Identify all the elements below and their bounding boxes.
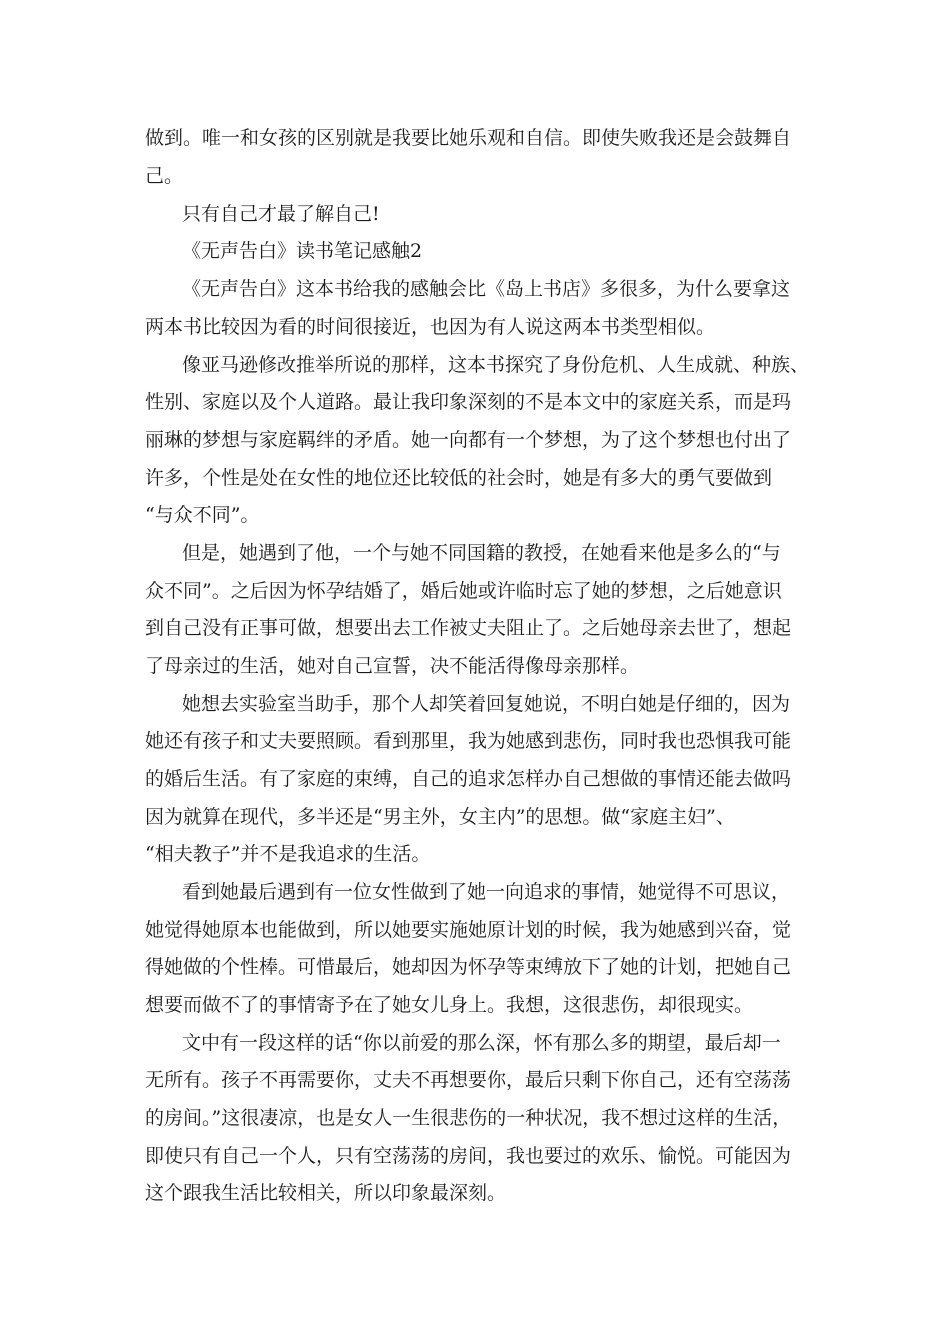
text-line: 众不同”。之后因为怀孕结婚了，婚后她或许临时忘了她的梦想，之后她意识 (145, 580, 782, 602)
text-line: 但是，她遇到了他，一个与她不同国籍的教授，在她看来他是多么的“与 (182, 542, 781, 564)
text-line: 看到她最后遇到有一位女性做到了她一向追求的事情，她觉得不可思议， (182, 881, 791, 903)
text-line: 像亚马逊修改推举所说的那样，这本书探究了身份危机、人生成就、种族、 (182, 354, 810, 376)
text-line: 的房间。”这很凄凉，也是女人一生很悲伤的一种状况，我不想过这样的生活， (145, 1107, 792, 1129)
text-line: 她觉得她原本也能做到，所以她要实施她原计划的时候，我为她感到兴奋，觉 (145, 919, 792, 941)
text-line: 《无声告白》这本书给我的感触会比《岛上书店》多很多，为什么要拿这 (182, 278, 791, 300)
text-line: 得她做的个性棒。可惜最后，她却因为怀孕等束缚放下了她的计划，把她自己 (145, 956, 792, 978)
text-line: 只有自己才最了解自己! (182, 203, 380, 225)
text-line: 想要而做不了的事情寄予在了她女儿身上。我想，这很悲伤，却很现实。 (145, 994, 754, 1016)
section-title: 《无声告白》读书笔记感触2 (182, 240, 423, 262)
text-line: 两本书比较因为看的时间很接近，也因为有人说这两本书类型相似。 (145, 316, 716, 338)
text-line: 她还有孩子和丈夫要照顾。看到那里，我为她感到悲伤，同时我也恐惧我可能 (145, 730, 792, 752)
text-line: 这个跟我生活比较相关，所以印象最深刻。 (145, 1182, 507, 1204)
text-line: 无所有。孩子不再需要你，丈夫不再想要你，最后只剩下你自己，还有空荡荡 (145, 1069, 792, 1091)
text-line: 了母亲过的生活，她对自己宣誓，决不能活得像母亲那样。 (145, 655, 640, 677)
text-line: 丽琳的梦想与家庭羁绊的矛盾。她一向都有一个梦想，为了这个梦想也付出了 (145, 429, 792, 451)
text-line: 文中有一段这样的话“你以前爱的那么深，怀有那么多的期望，最后却一 (182, 1032, 781, 1054)
text-line: 她想去实验室当助手，那个人却笑着回复她说，不明白她是仔细的，因为 (182, 693, 791, 715)
text-line: 即使只有自己一个人，只有空荡荡的房间，我也要过的欢乐、愉悦。可能因为 (145, 1145, 792, 1167)
text-line: 许多，个性是处在女性的地位还比较低的社会时，她是有多大的勇气要做到 (145, 467, 773, 489)
text-line: “相夫教子”并不是我追求的生活。 (145, 843, 431, 865)
text-line: 性别、家庭以及个人道路。最让我印象深刻的不是本文中的家庭关系，而是玛 (145, 391, 792, 413)
text-line: “与众不同”。 (145, 504, 260, 526)
text-line: 到自己没有正事可做，想要出去工作被丈夫阻止了。之后她母亲去世了，想起 (145, 617, 792, 639)
text-line: 做到。唯一和女孩的区别就是我要比她乐观和自信。即使失败我还是会鼓舞自 (145, 127, 792, 149)
text-line: 的婚后生活。有了家庭的束缚，自己的追求怎样办自己想做的事情还能去做吗 (145, 768, 792, 790)
text-line: 因为就算在现代，多半还是“男主外，女主内”的思想。做“家庭主妇”、 (145, 806, 735, 828)
text-line: 己。 (145, 165, 184, 187)
